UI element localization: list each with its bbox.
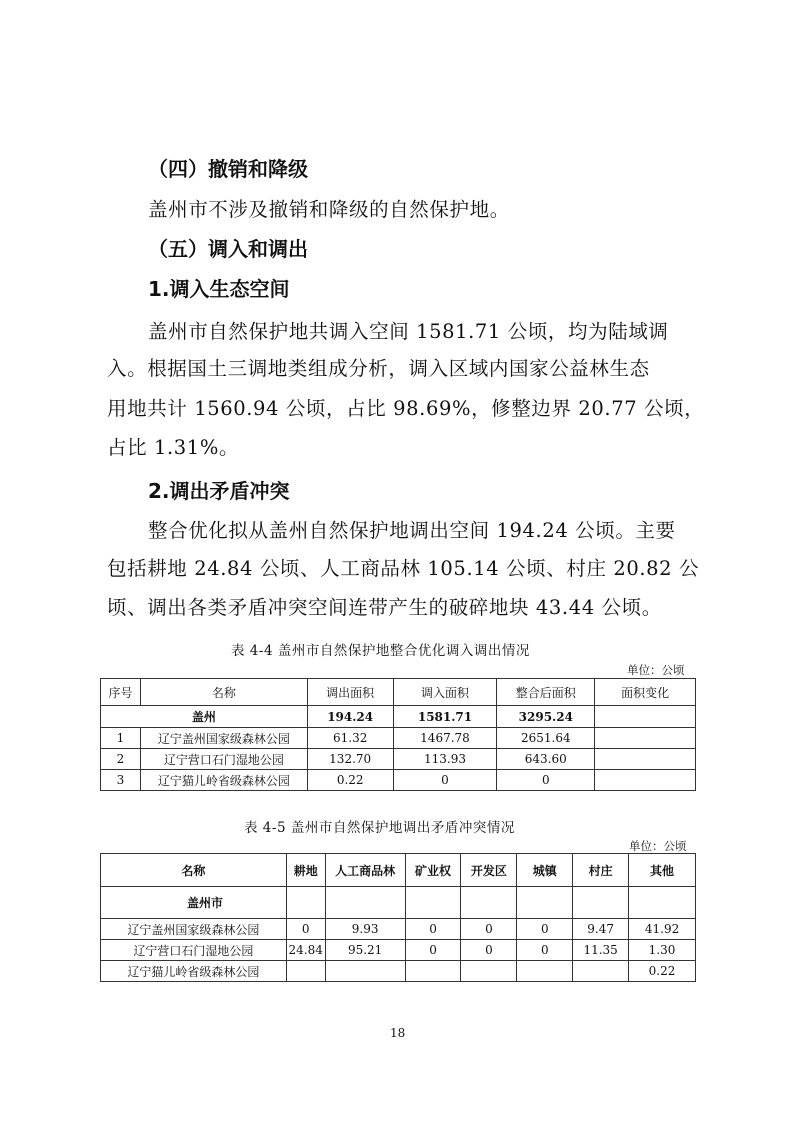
- table-header-row: [101, 854, 696, 887]
- cell-mining-right: 0: [405, 919, 461, 940]
- cell-mining-right: 0: [405, 940, 461, 961]
- paragraph-line: 包括耕地 24.84 公顷、人工商品林 105.14 公顷、村庄 20.82 公: [107, 557, 700, 580]
- paragraph-line: 整合优化拟从盖州自然保护地调出空间 194.24 公顷。主要: [148, 519, 676, 542]
- row-no: 3: [101, 770, 141, 791]
- cell-town: 0: [517, 919, 573, 940]
- section-5-heading: （五）调入和调出: [148, 237, 308, 261]
- paragraph-line: 盖州市自然保护地共调入空间 1581.71 公顷，均为陆域调: [148, 320, 669, 343]
- total-after: 3295.24: [497, 706, 595, 728]
- header-cell: 面积变化: [595, 679, 696, 706]
- subsection-1-heading: 1.调入生态空间: [148, 277, 290, 301]
- table-4-5: [100, 853, 696, 982]
- cell-cropland: 0: [286, 919, 325, 940]
- header-cell: 开发区: [461, 854, 517, 887]
- cell-other: 1.30: [629, 940, 696, 961]
- cell-cropland: 24.84: [286, 940, 325, 961]
- row-name: 辽宁营口石门湿地公园: [140, 749, 307, 770]
- cell-development-zone: 0: [461, 919, 517, 940]
- header-cell: 耕地: [286, 854, 325, 887]
- header-cell: 整合后面积: [497, 679, 595, 706]
- row-change: [595, 728, 696, 749]
- total-change: [595, 706, 696, 728]
- row-name: 辽宁盖州国家级森林公园: [140, 728, 307, 749]
- table-total-row: [101, 706, 696, 728]
- cell-other: 0.22: [629, 961, 696, 982]
- empty-cell: [325, 887, 405, 919]
- header-cell: 城镇: [517, 854, 573, 887]
- empty-cell: [461, 887, 517, 919]
- row-out: 0.22: [307, 770, 393, 791]
- subsection-2-heading: 2.调出矛盾冲突: [148, 479, 290, 503]
- header-cell: 其他: [629, 854, 696, 887]
- cell-cropland: [286, 961, 325, 982]
- section-4-heading: （四）撤销和降级: [148, 157, 308, 181]
- section-4-text: 盖州市不涉及撤销和降级的自然保护地。: [148, 198, 510, 221]
- header-cell: 村庄: [573, 854, 629, 887]
- total-name: 盖州: [101, 706, 308, 728]
- cell-commercial-forest: [325, 961, 405, 982]
- row-after: 643.60: [497, 749, 595, 770]
- header-cell: 序号: [101, 679, 141, 706]
- total-out: 194.24: [307, 706, 393, 728]
- empty-cell: [405, 887, 461, 919]
- row-change: [595, 770, 696, 791]
- cell-other: 41.92: [629, 919, 696, 940]
- header-cell: 矿业权: [405, 854, 461, 887]
- row-in: 0: [393, 770, 497, 791]
- page-number: 18: [390, 1026, 406, 1040]
- row-change: [595, 749, 696, 770]
- table-row: [101, 919, 696, 940]
- empty-cell: [286, 887, 325, 919]
- cell-town: 0: [517, 940, 573, 961]
- cell-town: [517, 961, 573, 982]
- row-out: 61.32: [307, 728, 393, 749]
- header-cell: 名称: [140, 679, 307, 706]
- row-no: 2: [101, 749, 141, 770]
- cell-development-zone: [461, 961, 517, 982]
- header-cell: 调入面积: [393, 679, 497, 706]
- table-header-row: [101, 679, 696, 706]
- paragraph-line: 用地共计 1560.94 公顷，占比 98.69%，修整边界 20.77 公顷，: [107, 397, 705, 420]
- table-4-4: [100, 678, 696, 791]
- row-name: 辽宁盖州国家级森林公园: [101, 919, 287, 940]
- table-4-5-unit: 单位：公顷: [629, 839, 687, 853]
- table-4-4-unit: 单位：公顷: [627, 663, 685, 677]
- cell-village: 9.47: [573, 919, 629, 940]
- table-row: [101, 940, 696, 961]
- row-no: 1: [101, 728, 141, 749]
- table-row: [101, 728, 696, 749]
- paragraph-line: 占比 1.31%。: [107, 436, 240, 459]
- table-row: [101, 961, 696, 982]
- header-cell: 调出面积: [307, 679, 393, 706]
- table-4-5-caption: 表 4-5 盖州市自然保护地调出矛盾冲突情况: [244, 820, 515, 836]
- total-in: 1581.71: [393, 706, 497, 728]
- cell-mining-right: [405, 961, 461, 982]
- row-out: 132.70: [307, 749, 393, 770]
- empty-cell: [629, 887, 696, 919]
- row-in: 1467.78: [393, 728, 497, 749]
- cell-commercial-forest: 95.21: [325, 940, 405, 961]
- paragraph-line: 顷、调出各类矛盾冲突空间连带产生的破碎地块 43.44 公顷。: [107, 596, 662, 619]
- row-name: 辽宁猫儿岭省级森林公园: [101, 961, 287, 982]
- row-in: 113.93: [393, 749, 497, 770]
- table-row: [101, 749, 696, 770]
- header-cell: 名称: [101, 854, 287, 887]
- table-total-row: [101, 887, 696, 919]
- row-name: 辽宁营口石门湿地公园: [101, 940, 287, 961]
- table-4-4-caption: 表 4-4 盖州市自然保护地整合优化调入调出情况: [231, 643, 530, 659]
- cell-development-zone: 0: [461, 940, 517, 961]
- total-name: 盖州市: [101, 887, 287, 919]
- empty-cell: [517, 887, 573, 919]
- cell-village: 11.35: [573, 940, 629, 961]
- cell-commercial-forest: 9.93: [325, 919, 405, 940]
- empty-cell: [573, 887, 629, 919]
- row-name: 辽宁猫儿岭省级森林公园: [140, 770, 307, 791]
- header-cell: 人工商品林: [325, 854, 405, 887]
- row-after: 2651.64: [497, 728, 595, 749]
- cell-village: [573, 961, 629, 982]
- table-row: [101, 770, 696, 791]
- paragraph-line: 入。根据国土三调地类组成分析，调入区域内国家公益林生态: [107, 357, 650, 380]
- row-after: 0: [497, 770, 595, 791]
